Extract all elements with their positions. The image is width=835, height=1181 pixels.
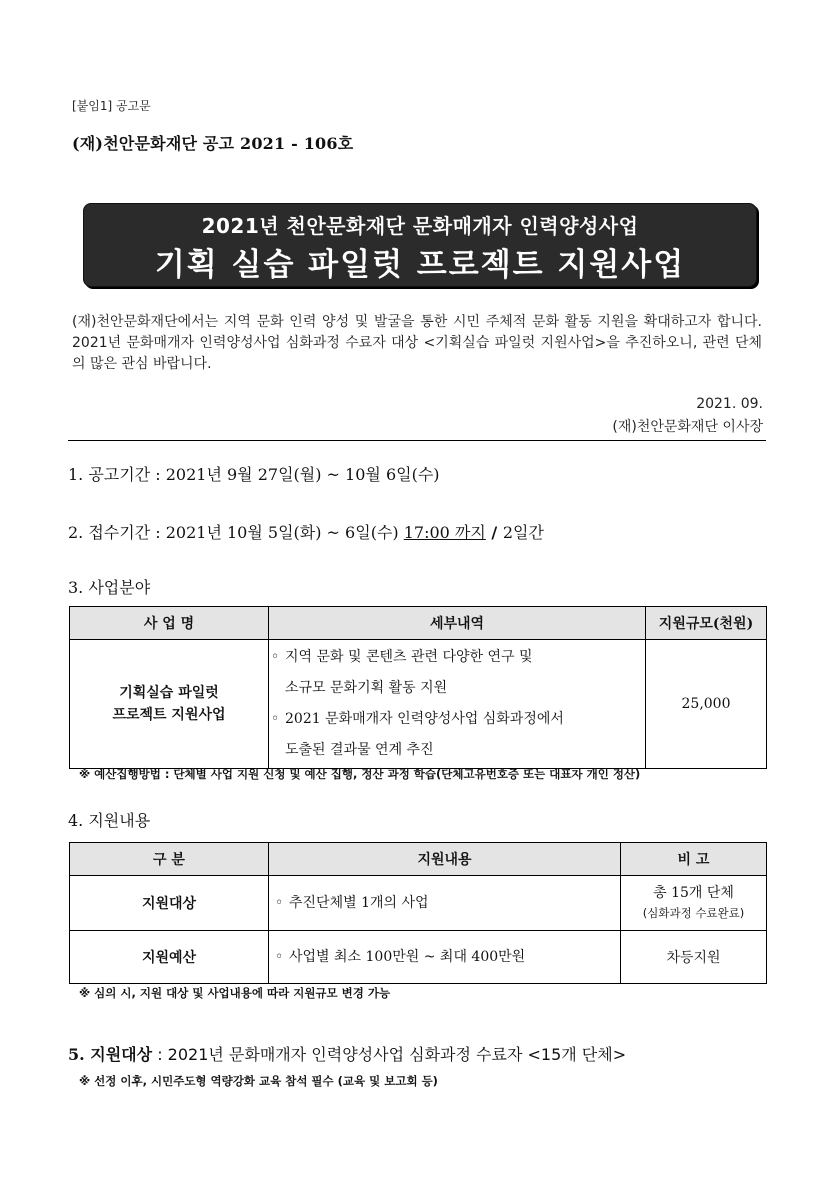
reception-period-text: 2. 접수기간 : 2021년 10월 5일(화) ~ 6일(수) <box>68 523 404 542</box>
header-support-scale: 지원규모(천원) <box>646 607 767 640</box>
amount-cell: 25,000 <box>646 640 767 769</box>
detail-item-2-cont: 도출된 결과물 연계 추진 <box>285 742 434 758</box>
notice-number: (재)천안문화재단 공고 2021 - 106호 <box>72 134 354 153</box>
section-5-text: : 2021년 문화매개자 인력양성사업 심화과정 수료자 <15개 단체> <box>152 1045 627 1064</box>
header-details: 세부내역 <box>269 607 646 640</box>
support-content-table <box>69 842 767 984</box>
header-category: 구 분 <box>70 843 269 876</box>
remark-line2: (심화과정 수료완료) <box>642 906 745 920</box>
banner-title: 기획 실습 파일럿 프로젝트 지원사업 <box>154 247 686 283</box>
divider <box>68 440 766 441</box>
attachment-label: [붙임1] 공고문 <box>72 99 151 113</box>
section-1-announcement-period: 1. 공고기간 : 2021년 9월 27일(월) ~ 10월 6일(수) <box>68 465 440 484</box>
table-header-row <box>70 607 767 640</box>
header-business-name: 사 업 명 <box>70 607 269 640</box>
business-area-table <box>69 606 767 769</box>
content-bullet: ◦ 사업별 최소 100만원 ~ 최대 400만원 <box>273 942 619 973</box>
selection-note: ※ 선정 이후, 시민주도형 역량강화 교육 참석 필수 (교육 및 보고회 등) <box>79 1074 438 1088</box>
issuer: (재)천안문화재단 이사장 <box>612 419 763 435</box>
remark-line1: 총 15개 단체 <box>653 885 734 901</box>
header-support-content: 지원내용 <box>269 843 621 876</box>
section-4-title: 4. 지원내용 <box>68 811 151 830</box>
business-name-line2: 프로젝트 지원사업 <box>112 707 226 723</box>
row-remark-target <box>621 876 767 931</box>
header-remarks: 비 고 <box>621 843 767 876</box>
title-banner <box>83 203 757 287</box>
content-bullet: ◦ 추진단체별 1개의 사업 <box>273 888 619 919</box>
reception-separator: / <box>485 523 503 542</box>
section-2-reception-period <box>68 520 544 543</box>
reception-duration: 2일간 <box>502 523 544 542</box>
section-5-title: 5. 지원대상 <box>68 1045 153 1064</box>
table-header-row <box>70 843 767 876</box>
section-3-title: 3. 사업분야 <box>68 578 151 597</box>
row-content-budget <box>269 931 621 984</box>
intro-paragraph: (재)천안문화재단에서는 지역 문화 인력 양성 및 발굴을 통한 시민 주체적 문화 활동 지원을 확대하고자 합니다. 2021년 문화매개자 인력양성사업 심화과정 수료자 대상 <기획실습 파일럿 지원사업>을 추진하오니, 관련 단체의 많은 관심 바랍니다. <box>72 314 762 372</box>
section-5 <box>68 1042 626 1065</box>
row-label-budget: 지원예산 <box>70 931 269 984</box>
budget-execution-note: ※ 예산집행방법 : 단체별 사업 지원 신청 및 예산 집행, 정산 과정 학습(단체고유번호증 또는 대표자 개인 정산) <box>79 767 641 781</box>
banner-subtitle: 2021년 천안문화재단 문화매개자 인력양성사업 <box>201 214 639 238</box>
details-cell <box>269 640 646 769</box>
review-note: ※ 심의 시, 지원 대상 및 사업내용에 따라 지원규모 변경 가능 <box>79 986 391 1000</box>
row-remark-budget: 차등지원 <box>621 931 767 984</box>
notice-date: 2021. 09. <box>696 396 763 412</box>
detail-item-1-cont: 소규모 문화기획 활동 지원 <box>285 680 448 696</box>
row-label-target: 지원대상 <box>70 876 269 931</box>
table-row <box>70 640 767 769</box>
detail-item-1: ◦ 지역 문화 및 콘텐츠 관련 다양한 연구 및 <box>269 642 641 673</box>
business-name-line1: 기획실습 파일럿 <box>119 685 219 701</box>
detail-item-2: ◦ 2021 문화매개자 인력양성사업 심화과정에서 <box>269 704 641 735</box>
business-name-cell <box>70 640 269 769</box>
row-content-target <box>269 876 621 931</box>
table-row <box>70 931 767 984</box>
table-row <box>70 876 767 931</box>
reception-deadline: 17:00 까지 <box>403 523 486 542</box>
